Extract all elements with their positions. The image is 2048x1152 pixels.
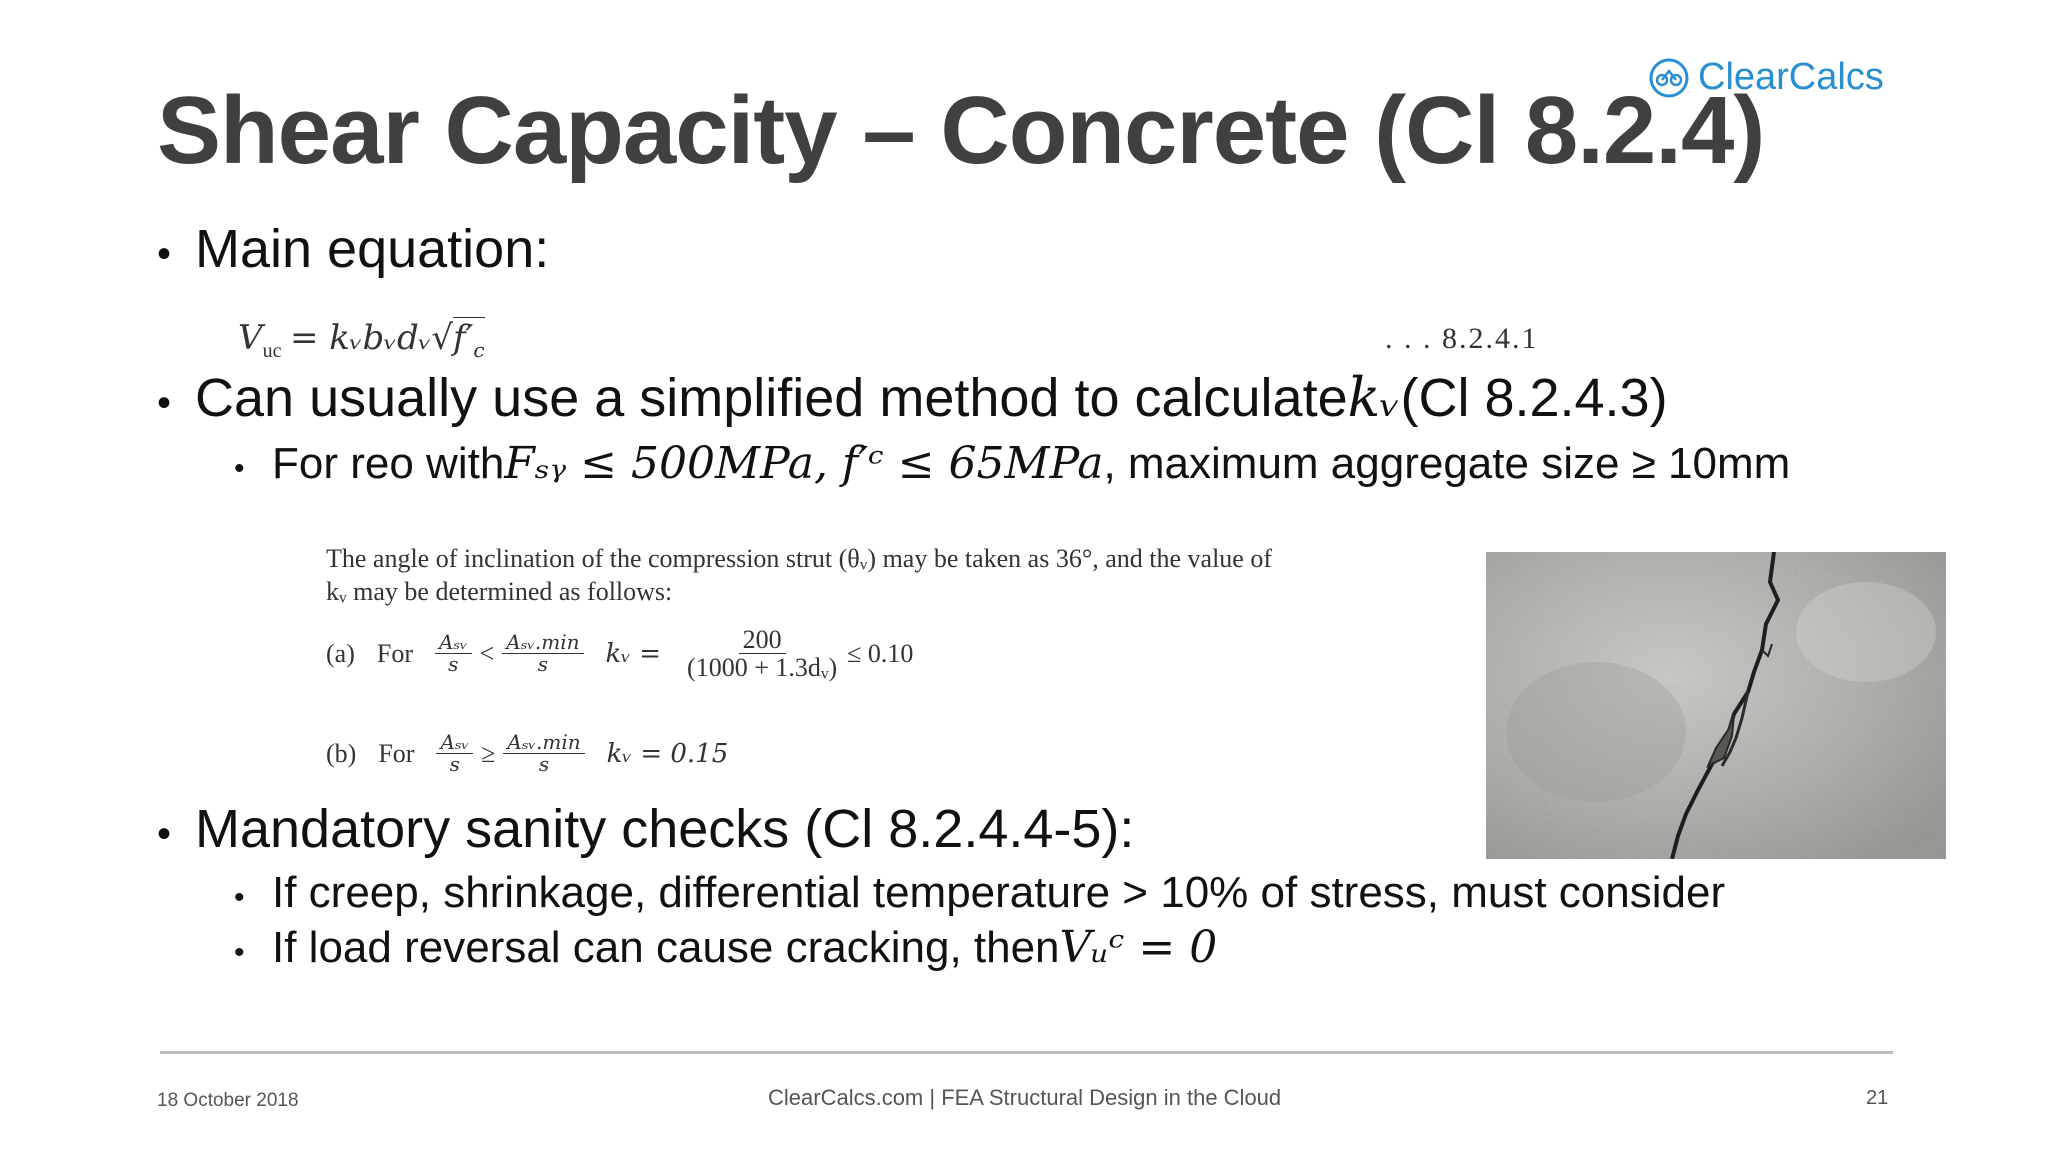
equation-reference: . . . 8.2.4.1 [1385,322,1539,355]
equation-root-term: f′ [453,318,474,358]
footer-page-number: 21 [1866,1087,1889,1109]
clause-text [326,542,1426,608]
bullet-math-kv: kᵥ [1347,366,1401,429]
equation-lhs: V [238,318,263,358]
case-a-formula-den: (1000 + 1.3dᵥ) [687,653,838,683]
case-b-for: For [378,738,415,768]
subbullet-text: If creep, shrinkage, differential temperature > 10% of stress, must consider [272,868,1726,917]
case-a-frac-right-den: s [537,652,549,677]
case-b-label: (b) [326,738,357,768]
case-a-frac-right [502,632,583,675]
concrete-texture [1486,552,1946,859]
case-a-label: (a) [326,638,355,668]
case-b-frac-right [503,732,584,775]
subbullet-suffix: , maximum aggregate size ≥ 10mm [1103,439,1791,488]
bullet-text: Mandatory sanity checks (Cl 8.2.4.4-5): [195,799,1135,859]
cracked-concrete-photo [1486,552,1946,859]
clause-case-b [326,732,728,775]
slide-title: Shear Capacity – Concrete (Cl 8.2.4) [157,77,1765,184]
clause-line-1: The angle of inclination of the compression strut (θᵥ) may be taken as 36°, and the value of [326,544,1272,573]
clearcalcs-logo [1648,56,1884,99]
case-b-frac-left-num: Aₛᵥ [436,732,473,754]
bullet-ref: (Cl 8.2.4.3) [1400,368,1668,428]
case-b-frac-left [436,732,473,775]
case-b-frac-right-den: s [538,752,550,776]
footer-center-text: ClearCalcs.com | FEA Structural Design in the Cloud [768,1085,1282,1110]
subbullet-math: Fₛᵧ ≤ 500MPa, f′ᶜ ≤ 65MPa [504,438,1104,489]
logo-text: ClearCalcs [1698,56,1884,98]
clause-line-2: kᵥ may be determined as follows: [326,577,673,606]
bullet-dot: • [157,232,172,276]
equation-rhs: = kᵥbᵥdᵥ√ [289,318,454,358]
bullet-dot: • [234,452,245,485]
case-a-frac-left-den: s [448,652,459,677]
case-b-kv: kᵥ = 0.15 [606,738,729,769]
case-a-frac-left-num: Aₛᵥ [435,632,472,654]
case-a-condition [435,632,584,675]
bullet-simplified-method [157,366,1668,429]
main-equation [238,318,485,363]
clause-case-a [326,626,913,682]
footer-date: 18 October 2018 [157,1090,299,1111]
bullet-text: Can usually use a simplified method to calculate [195,368,1348,428]
case-a-formula-num: 200 [739,626,786,654]
case-a-frac-left [435,632,472,675]
bullet-dot: • [157,812,172,856]
subbullet-prefix: For reo with [272,439,505,488]
case-a-frac-right-num: Aₛᵥ.min [502,632,583,654]
case-b-operator: ≥ [481,738,496,768]
equation-lhs-sub: uc [262,339,282,362]
equation-root-sub: c [473,337,485,362]
case-a-tail: ≤ 0.10 [847,638,914,668]
case-a-formula [683,626,841,682]
logo-icon [1648,57,1690,99]
subbullet-load-reversal [234,922,1218,973]
bullet-dot: • [234,881,245,914]
bullet-sanity-checks [157,798,1135,860]
bullet-dot: • [234,936,245,969]
case-b-frac-right-num: Aₛᵥ.min [503,732,584,754]
case-a-kv: kᵥ = [605,638,662,669]
subbullet-creep [234,868,1726,918]
bullet-text: Main equation: [195,219,550,279]
equation-root [453,317,485,362]
subbullet-math: Vᵤᶜ = 0 [1059,922,1218,973]
bullet-dot: • [157,381,172,425]
case-a-for: For [376,638,413,668]
footer-divider [160,1051,1893,1054]
subbullet-reo [234,438,1791,489]
case-b-frac-left-den: s [449,752,460,776]
bullet-main-equation [157,218,550,280]
case-a-operator: < [479,638,495,668]
case-b-condition [436,732,584,775]
subbullet-text: If load reversal can cause cracking, then [272,923,1060,972]
